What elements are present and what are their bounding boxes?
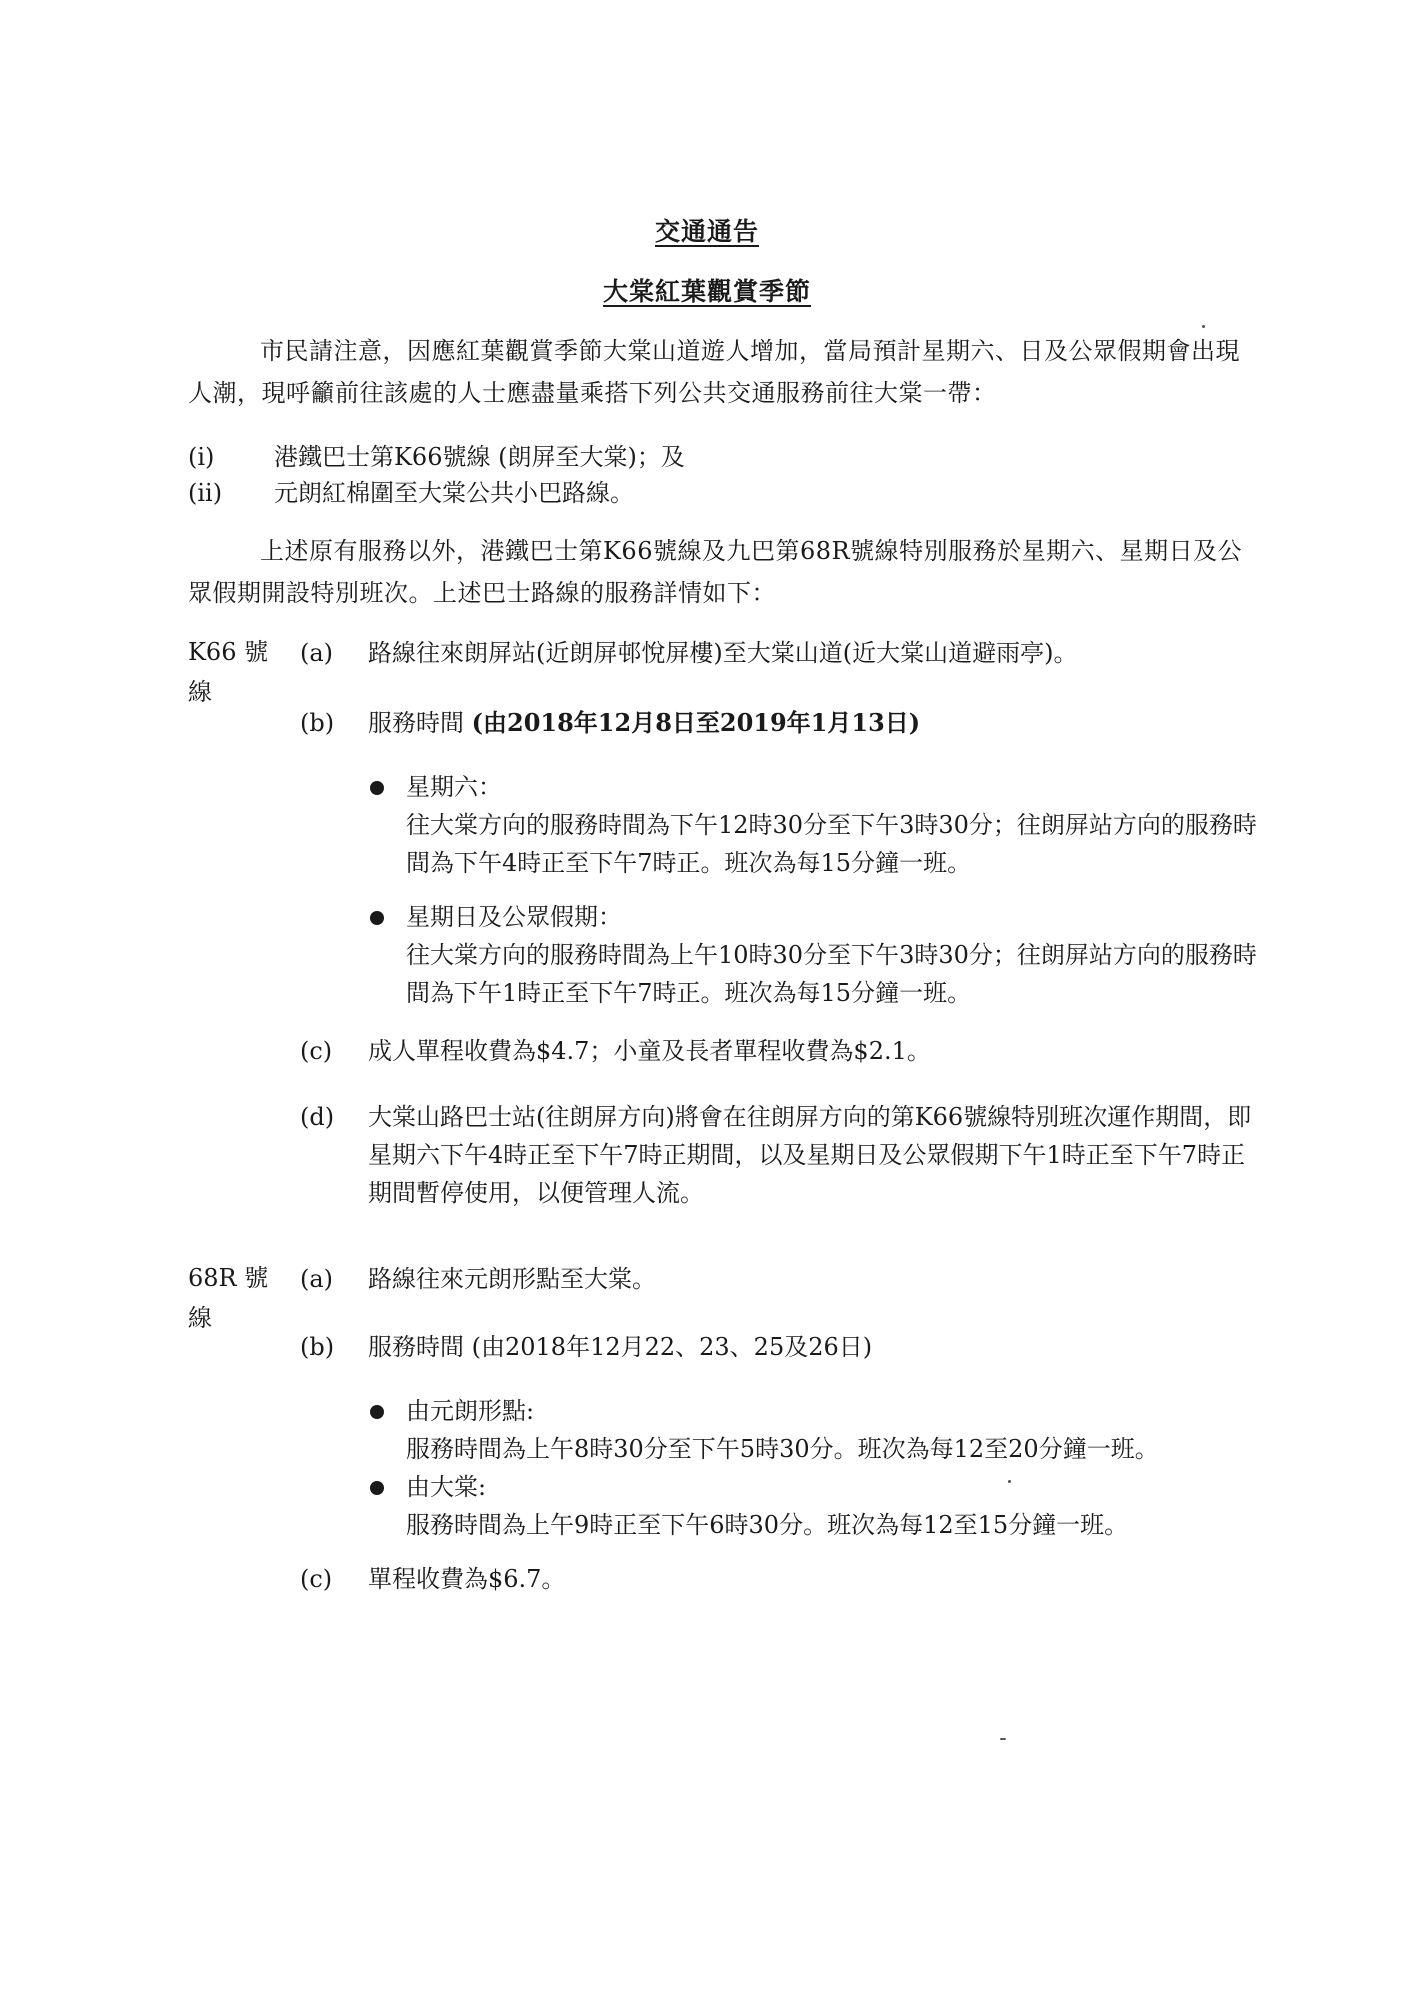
item-text: 單程收費為$6.7。 <box>368 1565 566 1593</box>
bullet-body: 往大棠方向的服務時間為下午12時30分至下午3時30分；往朗屏站方向的服務時間為下午4時正至下午7時正。班次為每15分鐘一班。 <box>406 811 1257 877</box>
scan-speck <box>1202 325 1205 328</box>
route-label-68r: 68R 號線 <box>188 1264 269 1332</box>
notice-title: 交通通告 <box>654 217 759 246</box>
r68-from-tai-tong-bullet <box>370 1468 1270 1548</box>
item-label: (c) <box>300 1565 333 1593</box>
bullet-dot <box>370 911 384 925</box>
option-label: (i) <box>188 443 215 471</box>
option-item <box>188 476 1088 510</box>
scan-speck <box>1008 1480 1011 1483</box>
bullet-dot <box>370 1481 384 1495</box>
bullet-head: 星期六： <box>406 773 502 801</box>
item-text: 路線往來朗屏站(近朗屏邨悅屏樓)至大棠山道(近大棠山道避雨亭)。 <box>368 639 1078 667</box>
k66-item-b <box>300 704 1270 744</box>
k66-sunday-bullet <box>370 898 1270 1018</box>
service-period-dates: (由2018年12月8日至2019年1月13日) <box>471 708 921 737</box>
item-text: 大棠山路巴士站(往朗屏方向)將會在往朗屏方向的第K66號線特別班次運作期間，即星期六下午4時正至下午7時正期間，以及星期日及公眾假期下午1時正至下午7時正期間暫停使用，以便管理人流。 <box>368 1103 1252 1207</box>
option-text: 港鐵巴士第K66號線 (朗屏至大棠)；及 <box>274 443 685 471</box>
r68-item-c <box>300 1560 1270 1600</box>
bullet-head: 星期日及公眾假期： <box>406 903 622 931</box>
item-text <box>368 704 1268 742</box>
option-text: 元朗紅棉圍至大棠公共小巴路線。 <box>274 479 634 507</box>
bullet-dot <box>370 1405 384 1419</box>
r68-item-b <box>300 1328 1270 1368</box>
r68-item-a <box>300 1260 1270 1300</box>
item-label: (d) <box>300 1103 335 1131</box>
option-label: (ii) <box>188 479 223 507</box>
item-label: (b) <box>300 1333 335 1361</box>
item-text: 服務時間 (由2018年12月22、23、25及26日) <box>368 1333 873 1361</box>
bullet-body: 服務時間為上午8時30分至下午5時30分。班次為每12至20分鐘一班。 <box>406 1435 1159 1463</box>
r68-from-yuen-long-bullet <box>370 1392 1270 1472</box>
bullet-body: 往大棠方向的服務時間為上午10時30分至下午3時30分；往朗屏站方向的服務時間為下午1時正至下午7時正。班次為每15分鐘一班。 <box>406 941 1257 1007</box>
item-label: (c) <box>300 1037 333 1065</box>
item-label: (b) <box>300 709 335 737</box>
item-text: 成人單程收費為$4.7；小童及長者單程收費為$2.1。 <box>368 1037 931 1065</box>
bullet-dot <box>370 781 384 795</box>
k66-item-a <box>300 634 1270 674</box>
bullet-body: 服務時間為上午9時正至下午6時30分。班次為每12至15分鐘一班。 <box>406 1511 1129 1539</box>
item-text: 路線往來元朗形點至大棠。 <box>368 1265 656 1293</box>
k66-saturday-bullet <box>370 768 1270 888</box>
item-label: (a) <box>300 1265 334 1293</box>
option-item <box>188 440 1088 474</box>
bullet-head: 由元朗形點: <box>406 1397 535 1425</box>
notice-subtitle: 大棠紅葉觀賞季節 <box>602 277 811 306</box>
item-label: (a) <box>300 639 334 667</box>
service-period-prefix: 服務時間 <box>368 709 472 737</box>
k66-item-c <box>300 1032 1270 1072</box>
route-label-k66: K66 號線 <box>188 638 269 706</box>
scan-speck <box>1000 1738 1006 1740</box>
k66-item-d <box>300 1098 1270 1218</box>
bullet-head: 由大棠: <box>406 1473 487 1501</box>
special-service-paragraph: 上述原有服務以外，港鐵巴士第K66號線及九巴第68R號線特別服務於星期六、星期日及公眾假期開設特別班次。上述巴士路線的服務詳情如下： <box>188 537 1243 607</box>
intro-paragraph: 市民請注意，因應紅葉觀賞季節大棠山道遊人增加，當局預計星期六、日及公眾假期會出現人潮，現呼籲前往該處的人士應盡量乘搭下列公共交通服務前往大棠一帶： <box>188 337 1240 407</box>
